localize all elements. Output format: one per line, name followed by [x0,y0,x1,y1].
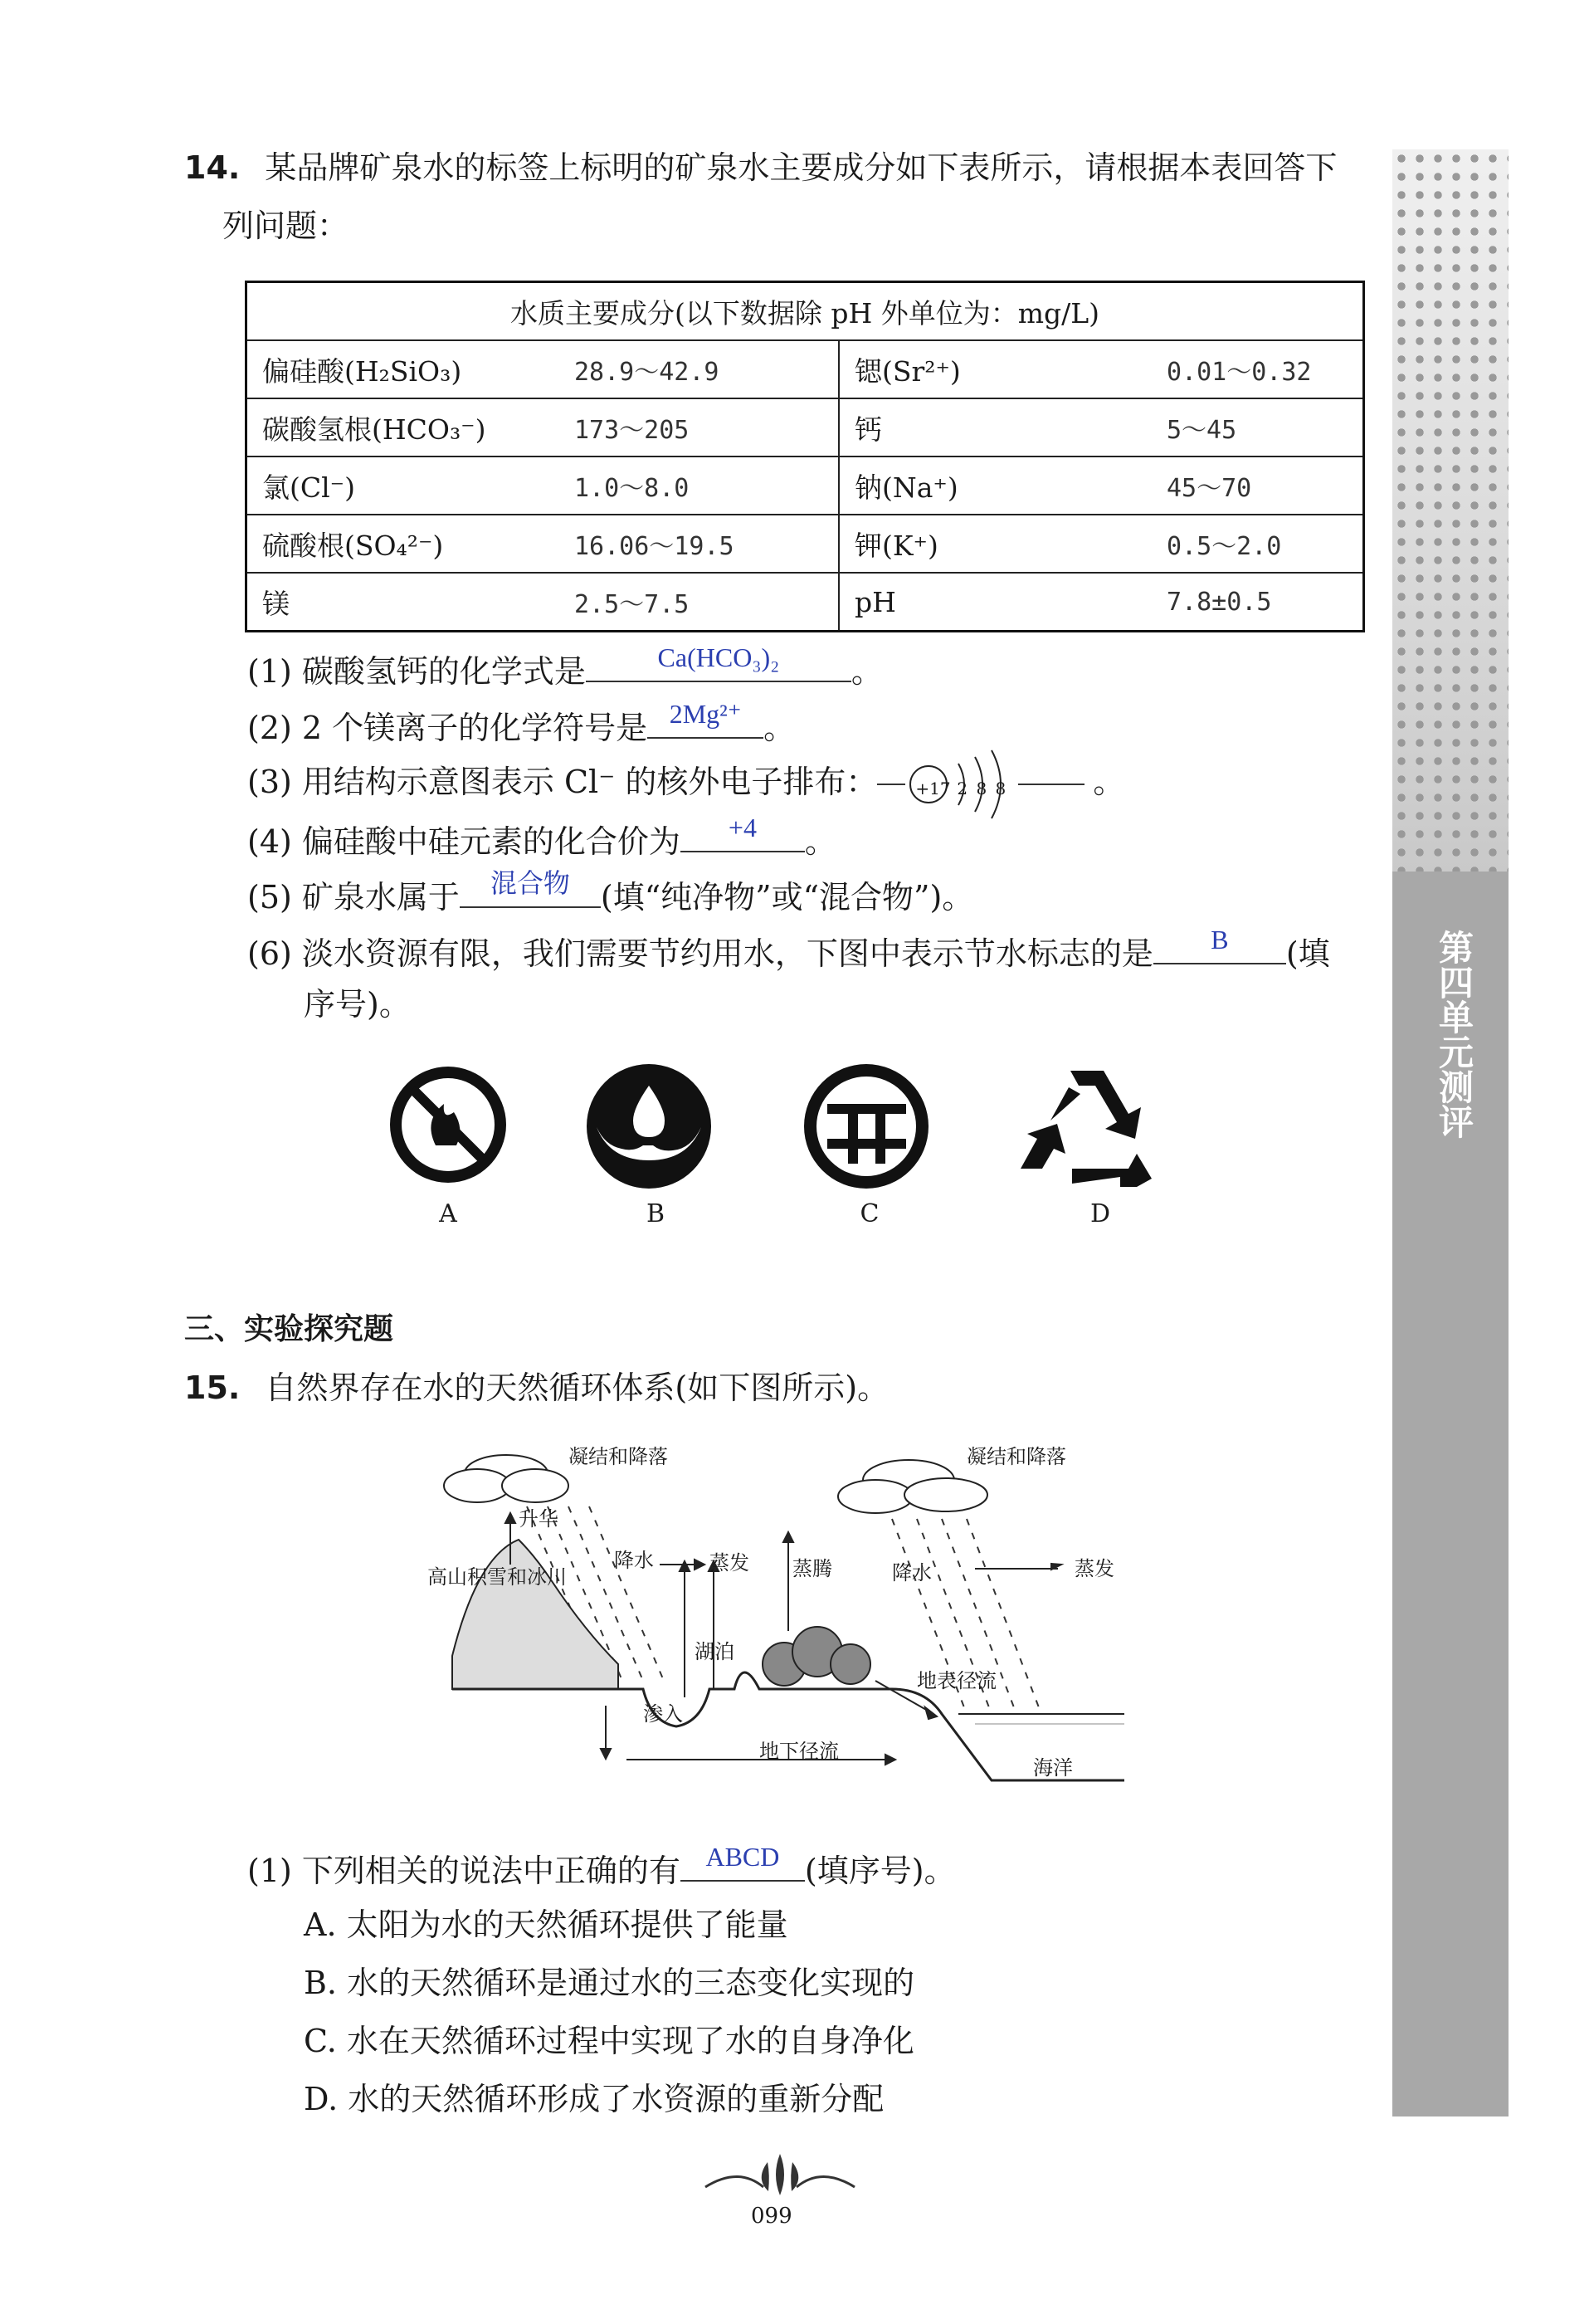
page-number: 099 [751,2204,792,2229]
cell: 1.0～8.0 [559,456,839,515]
label-rain-2: 降水 [892,1561,932,1584]
table-row [246,515,1364,573]
cell: pH [839,573,1152,632]
sub-label: (1) 下列相关的说法中正确的有 [247,1853,680,1889]
sub-end: 。 [804,823,836,860]
cell: 偏硅酸(H₂SiO₃) [246,340,560,398]
sub-end: (填序号)。 [804,1853,956,1889]
cell: 镁 [246,573,560,632]
label-transpiration: 蒸腾 [792,1557,832,1580]
label-sublimation: 升华 [519,1507,558,1531]
cell: 45～70 [1152,456,1364,515]
option-c-label: C [860,1199,880,1228]
label-surface-runoff: 地表径流 [917,1669,997,1692]
option-b-label: B [646,1199,665,1228]
label-rain-1: 降水 [614,1549,654,1572]
label-evaporation-2: 蒸发 [1075,1557,1114,1580]
sub-end: (填 [1285,935,1330,972]
q14-sub4 [247,813,836,862]
sub-label: (5) 矿泉水属于 [247,879,460,915]
sub-end: 。 [851,653,883,690]
q14-line1 [184,148,1337,188]
label-groundwater-runoff: 地下径流 [759,1740,839,1763]
label-condensation-1: 凝结和降落 [568,1445,668,1468]
table-row [246,573,1364,632]
sub-label: (6) 淡水资源有限，我们需要节约用水，下图中表示节水标志的是 [247,935,1153,972]
q14-sub6-line2: 序号)。 [304,986,411,1023]
q15-number: 15. [184,1370,241,1406]
choice-d: D. 水的天然循环形成了水资源的重新分配 [304,2081,885,2117]
cell: 28.9～42.9 [559,340,839,398]
cell: 0.01～0.32 [1152,340,1364,398]
section-title: 三、实验探究题 [184,1312,394,1346]
cell: 2.5～7.5 [559,573,839,632]
answer-text: Ca(HCO₃)₂ [657,642,780,672]
cell: 锶(Sr²⁺) [839,340,1152,398]
q14-sub5 [247,868,974,917]
table-row [246,340,1364,398]
sidebar-title: 第四单元测评 [1434,930,1474,1139]
cell: 173～205 [559,398,839,456]
label-ocean: 海洋 [1033,1756,1073,1780]
sub-label: (3) 用结构示意图表示 Cl⁻ 的核外电子排布： [247,764,878,800]
label-snow-glacier: 高山积雪和冰川 [427,1565,567,1589]
choice-a: A. 太阳为水的天然循环提供了能量 [304,1907,788,1943]
q15-sub1 [247,1842,956,1891]
cell: 钠(Na⁺) [839,456,1152,515]
q15-line [184,1368,889,1408]
answer-text: 混合物 [490,868,570,898]
footer-ornament-icon [689,2150,871,2203]
cell: 16.06～19.5 [559,515,839,573]
label-evaporation-1: 蒸发 [709,1551,749,1575]
cell: 5～45 [1152,398,1364,456]
mineral-table [245,281,1365,632]
table-header: 水质主要成分(以下数据除 pH 外单位为：mg/L) [246,282,1364,341]
q14-text-2: 列问题： [222,208,349,244]
sub-label: (4) 偏硅酸中硅元素的化合价为 [247,823,680,860]
sub-label: (1) 碳酸氢钙的化学式是 [247,653,586,690]
cell: 钙 [839,398,1152,456]
q14-sub3 [247,762,1124,802]
label-lake: 湖泊 [695,1640,734,1663]
sub-label: (2) 2 个镁离子的化学符号是 [247,710,648,746]
answer-text: ABCD [705,1842,780,1872]
electron-shells: 2 8 8 [957,778,1008,798]
choice-c: C. 水在天然循环过程中实现了水的自身净化 [304,2023,914,2059]
cell: 钾(K⁺) [839,515,1152,573]
cell: 硫酸根(SO₄²⁻) [246,515,560,573]
recycle-icon [1012,1062,1162,1194]
option-a-label: A [439,1199,457,1228]
sub-end: 。 [1093,764,1125,800]
table-row [246,456,1364,515]
cell: 0.5～2.0 [1152,515,1364,573]
nucleus-charge: +17 [915,778,951,798]
label-infiltration: 渗入 [643,1702,683,1726]
q14-sub6 [247,925,1330,974]
answer-text: 2Mg²⁺ [669,699,742,729]
sub-end: (填“纯净物”或“混合物”)。 [600,879,974,915]
answer-text: B [1211,925,1229,954]
atom-structure-diagram [877,769,1093,802]
cell: 碳酸氢根(HCO₃⁻) [246,398,560,456]
choice-b: B. 水的天然循环是通过水的三态变化实现的 [304,1965,915,2001]
answer-text: +4 [728,813,757,842]
sidebar-decoration [1392,149,1509,872]
table-row [246,398,1364,456]
water-cycle-diagram [427,1440,1124,1797]
q15-text: 自然界存在水的天然循环体系(如下图所示)。 [265,1370,890,1406]
building-icon [802,1062,931,1194]
option-d-label: D [1089,1199,1111,1228]
no-fire-icon [386,1062,510,1190]
water-saving-icon [585,1062,714,1194]
cell: 7.8±0.5 [1152,573,1364,632]
q14-sub2 [247,699,796,748]
cell: 氯(Cl⁻) [246,456,560,515]
sub-end: 。 [763,710,796,746]
q14-number: 14. [184,149,241,186]
q14-text-1: 某品牌矿泉水的标签上标明的矿泉水主要成分如下表所示，请根据本表回答下 [265,149,1338,186]
label-condensation-2: 凝结和降落 [967,1445,1066,1468]
q14-sub1 [247,642,883,691]
